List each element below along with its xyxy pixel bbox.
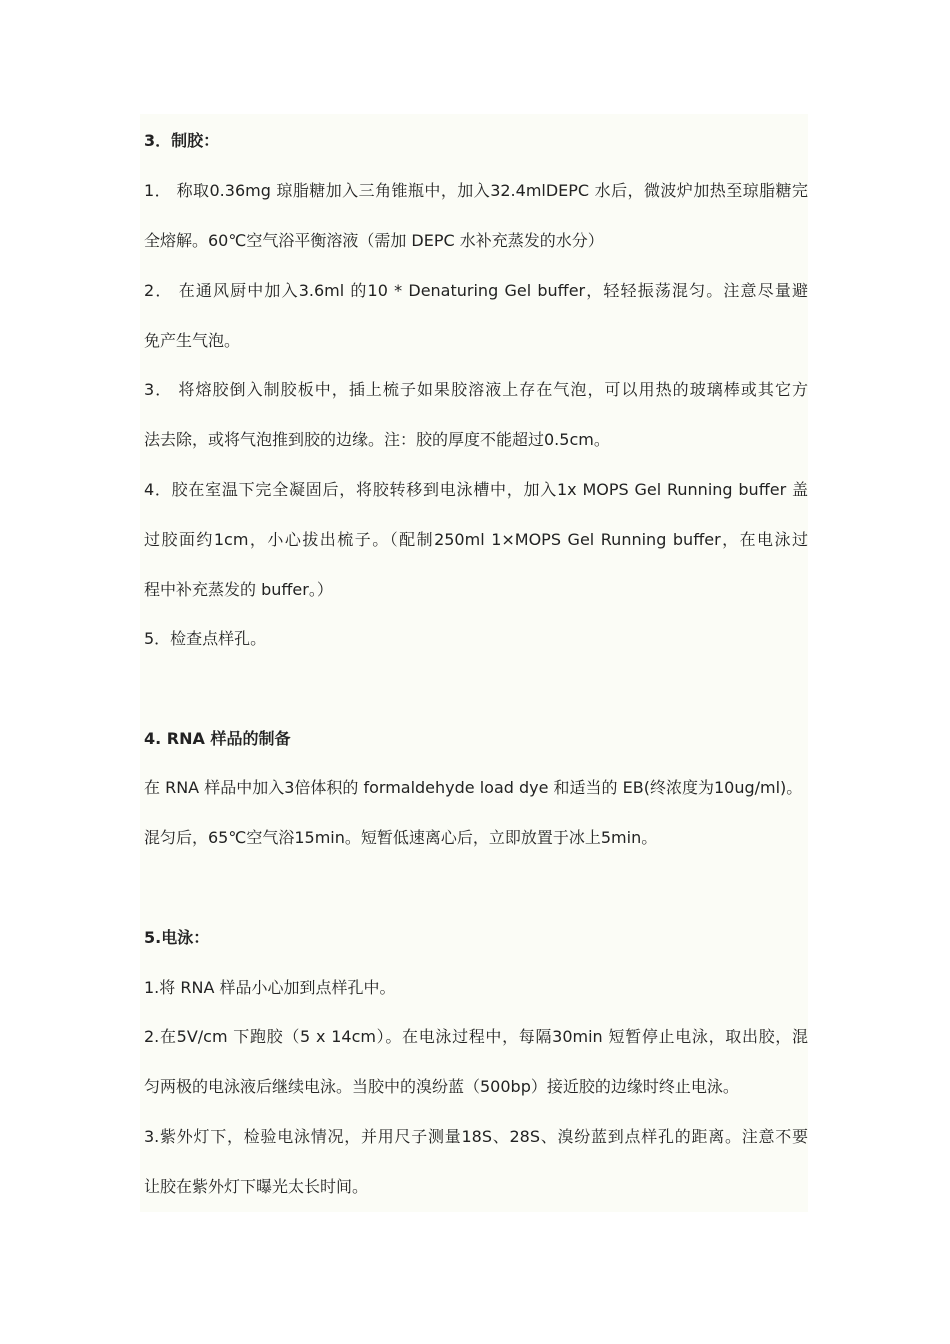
paragraph-line: 3． 将熔胶倒入制胶板中，插上梳子如果胶溶液上存在气泡，可以用热的玻璃棒或其它方 bbox=[144, 380, 808, 399]
section-heading-gel-making: 3．制胶： bbox=[144, 131, 220, 150]
paragraph-line: 2.在5V/cm 下跑胶（5 x 14cm）。在电泳过程中，每隔30min 短暂停止电泳，取出胶，混 bbox=[144, 1027, 808, 1046]
paragraph-line: 4．胶在室温下完全凝固后，将胶转移到电泳槽中，加入1x MOPS Gel Running buffer 盖 bbox=[144, 480, 808, 499]
paragraph-line: 2． 在通风厨中加入3.6ml 的10 * Denaturing Gel buffer，轻轻振荡混匀。注意尽量避 bbox=[144, 281, 808, 300]
paragraph-line: 混匀后，65℃空气浴15min。短暂低速离心后，立即放置于冰上5min。 bbox=[144, 828, 658, 847]
paragraph-line: 3.紫外灯下，检验电泳情况，并用尺子测量18S、28S、溴纷蓝到点样孔的距离。注意不要 bbox=[144, 1127, 808, 1146]
paragraph-line: 过胶面约1cm，小心拔出梳子。（配制250ml 1×MOPS Gel Running buffer，在电泳过 bbox=[144, 530, 808, 549]
paragraph-line: 让胶在紫外灯下曝光太长时间。 bbox=[144, 1177, 369, 1196]
paragraph-line: 程中补充蒸发的 buffer。） bbox=[144, 580, 333, 599]
paragraph-line: 1． 称取0.36mg 琼脂糖加入三角锥瓶中，加入32.4mlDEPC 水后，微波炉加热至琼脂糖完 bbox=[144, 181, 808, 200]
paragraph-line: 法去除，或将气泡推到胶的边缘。注：胶的厚度不能超过0.5cm。 bbox=[144, 430, 610, 449]
section-heading-rna-sample-prep: 4. RNA 样品的制备 bbox=[144, 729, 291, 748]
paragraph-line: 1.将 RNA 样品小心加到点样孔中。 bbox=[144, 978, 396, 997]
paragraph-line: 免产生气泡。 bbox=[144, 331, 241, 350]
section-heading-electrophoresis: 5.电泳： bbox=[144, 928, 210, 947]
paragraph-line: 在 RNA 样品中加入3倍体积的 formaldehyde load dye 和适当的 EB(终浓度为10ug/ml)。 bbox=[144, 778, 803, 797]
paragraph-line: 匀两极的电泳液后继续电泳。当胶中的溴纷蓝（500bp）接近胶的边缘时终止电泳。 bbox=[144, 1077, 739, 1096]
paragraph-line: 全熔解。60℃空气浴平衡溶液（需加 DEPC 水补充蒸发的水分） bbox=[144, 231, 604, 250]
paragraph-line: 5．检查点样孔。 bbox=[144, 629, 267, 648]
